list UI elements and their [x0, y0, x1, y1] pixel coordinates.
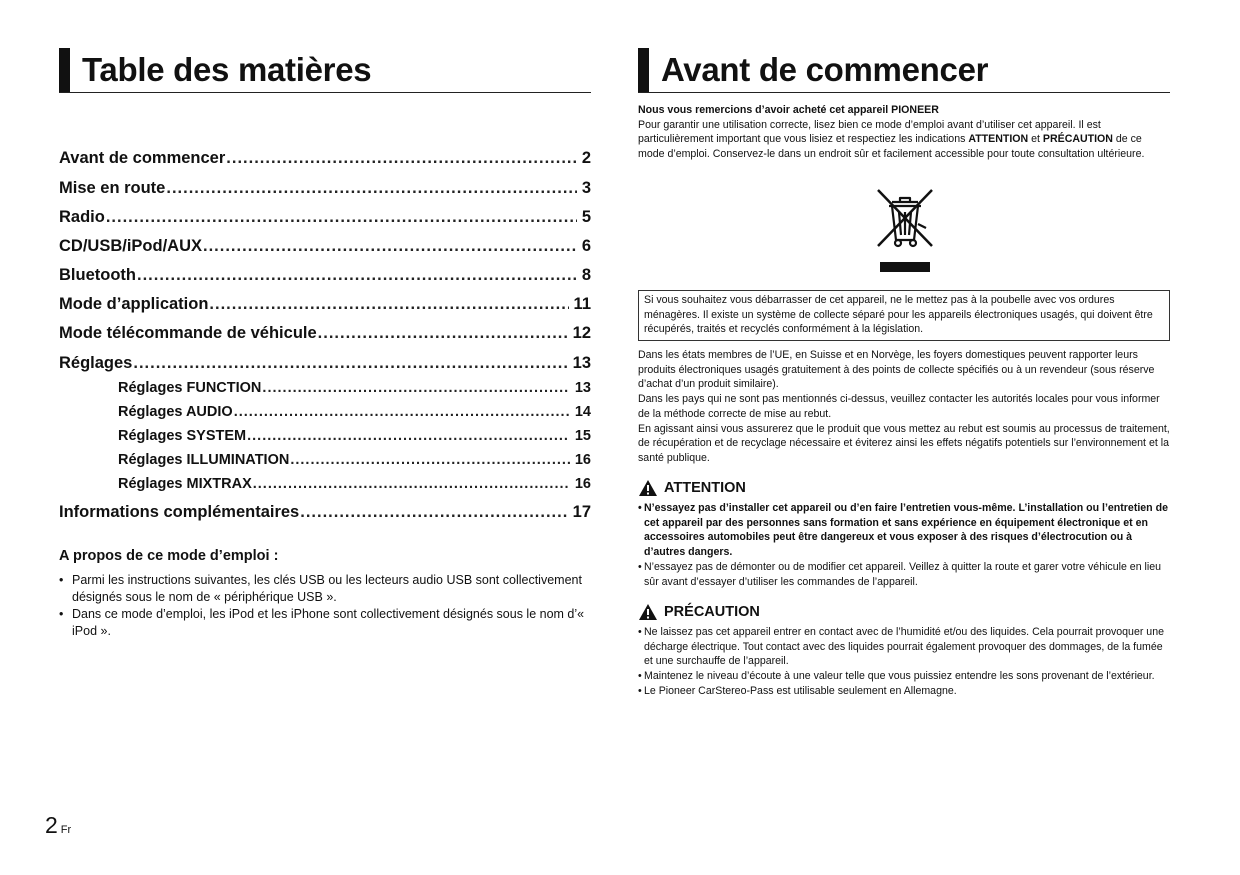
toc-entry-page: 8 — [581, 266, 591, 284]
toc-entry[interactable] — [59, 207, 591, 227]
toc-entry-page: 15 — [574, 428, 591, 444]
toc-subentry[interactable] — [118, 474, 591, 494]
toc-entry-page: 3 — [581, 179, 591, 197]
attention-list — [638, 501, 1170, 589]
eu-disposal-text — [638, 348, 1170, 466]
toc-entry-label: Réglages — [59, 354, 133, 372]
precaution-item: • Le Pioneer CarStereo-Pass est utilisable seulement en Allemagne. — [638, 684, 1170, 699]
precaution-list — [638, 625, 1170, 699]
toc-entry[interactable] — [59, 236, 591, 256]
toc-entry-page: 6 — [581, 237, 591, 255]
toc-entry-label: Réglages FUNCTION — [118, 380, 262, 396]
attention-title: ATTENTION — [664, 479, 746, 496]
toc-entry-label: Radio — [59, 208, 105, 226]
about-list — [59, 572, 591, 640]
warning-triangle-icon — [638, 603, 658, 621]
warning-triangle-icon — [638, 479, 658, 497]
toc-entry-page: 16 — [574, 476, 591, 492]
eu-paragraph: En agissant ainsi vous assurerez que le produit que vous mettez au rebut est soumis au processus de traitement, de récupération et de recyclage nécessaire et éviterez ainsi les effets négatifs potentiels sur l’environnement et la santé publique. — [638, 422, 1170, 464]
attention-item: • N’essayez pas de démonter ou de modifier cet appareil. Veillez à quitter la route et garer votre véhicule en lieu sûr avant d’essayer d’utiliser les commandes de l’appareil. — [638, 560, 1170, 589]
precaution-item: • Maintenez le niveau d’écoute à une valeur telle que vous puissiez entendre les sons provenant de l’extérieur. — [638, 669, 1170, 684]
toc-entry[interactable] — [59, 148, 591, 168]
eu-paragraph: Dans les pays qui ne sont pas mentionnés ci-dessus, veuillez contacter les autorités locales pour vous informer de la méthode correcte de mise au rebut. — [638, 393, 1160, 420]
page-number-value: 2 — [45, 812, 58, 838]
toc-entry[interactable] — [59, 323, 591, 343]
toc-entry-label: Bluetooth — [59, 266, 136, 284]
page-number — [45, 812, 71, 843]
precaution-item: • Ne laissez pas cet appareil entrer en contact avec de l’humidité et/ou des liquides. Cela pourrait provoquer une décharge électrique. Tout contact avec des liquides pourrait également provoquer des dommages, de la fumée et une surchauffe de l’appareil. — [638, 625, 1170, 669]
toc-entry-page: 16 — [574, 452, 591, 468]
toc-entry[interactable] — [59, 178, 591, 198]
toc-entry[interactable] — [59, 353, 591, 373]
toc-entry-page: 11 — [573, 295, 591, 313]
about-manual-section — [59, 548, 591, 640]
toc-entry-label: Mode d’application — [59, 295, 209, 313]
toc-entry-label: Réglages ILLUMINATION — [118, 452, 290, 468]
precaution-section — [638, 602, 1170, 699]
about-item: • Parmi les instructions suivantes, les clés USB ou les lecteurs audio USB sont collectivement désignés sous le nom de « périphérique USB ». — [59, 572, 591, 606]
toc-entry-label: Informations complémentaires — [59, 503, 300, 521]
toc-entry-label: Mise en route — [59, 179, 166, 197]
attention-item: • N’essayez pas d’installer cet appareil ou d’en faire l’entretien vous-même. L’installation ou l’entretien de cet appareil par des personnes sans formation et sans expérience en équipement électronique et en accessoires automobiles peut être dangereux et vous exposer à des risques d’électrocution ou à d’autres dangers. — [638, 501, 1170, 560]
toc-entry-label: Réglages MIXTRAX — [118, 476, 252, 492]
toc-entry-label: Avant de commencer — [59, 149, 226, 167]
toc-entry-label: CD/USB/iPod/AUX — [59, 237, 203, 255]
toc-entry-page: 13 — [574, 380, 591, 396]
precaution-header — [638, 602, 1170, 622]
toc-entry-page: 12 — [572, 324, 591, 342]
thanks-line: Nous vous remercions d’avoir acheté cet appareil PIONEER — [638, 104, 939, 116]
toc-heading — [59, 46, 591, 93]
language-code: Fr — [60, 824, 72, 836]
toc-entry-label: Mode télécommande de véhicule — [59, 324, 317, 342]
toc-entry[interactable] — [59, 502, 591, 522]
toc-entry-page: 17 — [572, 503, 591, 521]
attention-header — [638, 478, 1170, 498]
toc-subentry[interactable] — [118, 378, 591, 398]
toc-entry[interactable] — [59, 294, 591, 314]
attention-ref: ATTENTION — [968, 133, 1029, 146]
intro-paragraph — [638, 103, 1170, 162]
precaution-ref: PRÉCAUTION — [1042, 133, 1113, 146]
attention-section — [638, 478, 1170, 589]
eu-paragraph: Dans les états membres de l’UE, en Suisse et en Norvège, les foyers domestiques peuvent rapporter leurs produits électroniques usagés gratuitement à des points de collecte spécifiés ou à un revendeur (sous réserve d’achat d’un produit similaire). — [638, 349, 1155, 391]
crossed-out-bin-icon — [872, 184, 938, 274]
heading-bar — [59, 48, 70, 92]
before-heading — [638, 46, 1170, 93]
toc-entry[interactable] — [59, 265, 591, 285]
toc-entry-page: 2 — [581, 149, 591, 167]
heading-bar — [638, 48, 649, 92]
toc-subentry[interactable] — [118, 450, 591, 470]
toc-entry-page: 5 — [581, 208, 591, 226]
toc-entry-page: 13 — [572, 354, 591, 372]
toc-subentry[interactable] — [118, 426, 591, 446]
disposal-notice-box: Si vous souhaitez vous débarrasser de cet appareil, ne le mettez pas à la poubelle avec vos ordures ménagères. Il existe un système de collecte séparé pour les appareils électroniques usagés, qui doivent être récupérés, traités et recyclés conformément à la législation. — [638, 290, 1170, 341]
toc-title: Table des matières — [82, 51, 372, 88]
toc-entry-page: 14 — [574, 404, 591, 420]
about-title: A propos de ce mode d’emploi : — [59, 548, 279, 564]
toc-entry-label: Réglages SYSTEM — [118, 428, 247, 444]
toc-subentry[interactable] — [118, 402, 591, 422]
toc-entry-label: Réglages AUDIO — [118, 404, 233, 420]
table-of-contents-column — [59, 46, 591, 638]
before-starting-column — [638, 46, 1170, 697]
about-item: • Dans ce mode d’emploi, les iPod et les iPhone sont collectivement désignés sous le nom d’« iPod ». — [59, 606, 591, 640]
before-title: Avant de commencer — [661, 51, 989, 88]
precaution-title: PRÉCAUTION — [664, 603, 760, 620]
intro-text: Pour garantir une utilisation correcte, lisez bien ce mode d’emploi avant d’utiliser cet appareil. Il est particulièrement important que vous lisiez et respectiez les indications ATTENTION et PRÉCAUTION de ce mode d’emploi. Conservez-le dans un endroit sûr et facilement accessible pour toute consultation ultérieure. — [638, 118, 1145, 161]
